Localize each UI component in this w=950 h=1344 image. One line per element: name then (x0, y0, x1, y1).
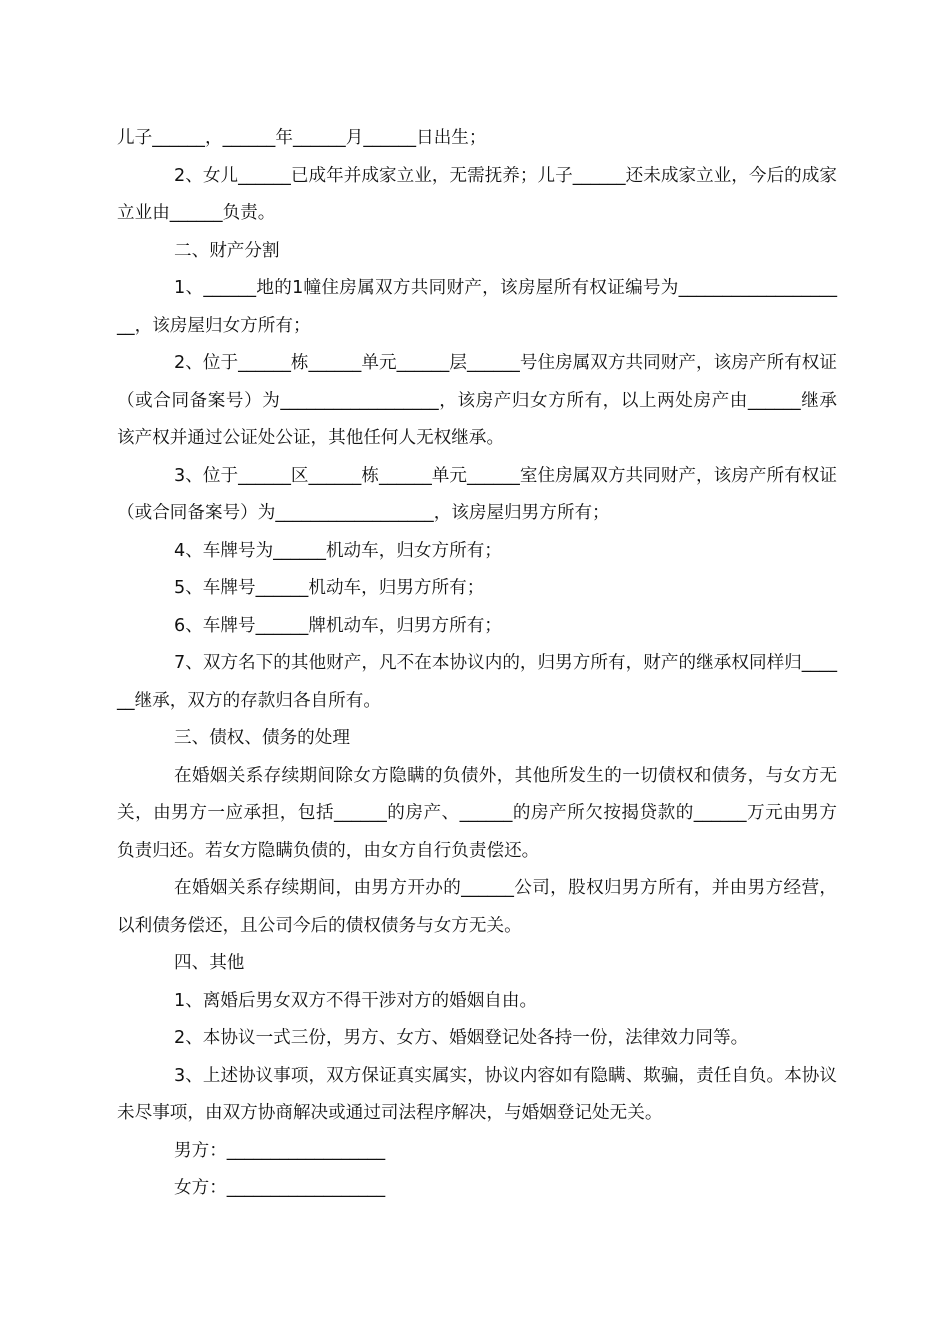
signature-line-wife: 女方：__________________ (174, 1178, 386, 1198)
paragraph-other-property-item-7: 7、双方名下的其他财产，凡不在本协议内的，归男方所有，财产的继承权同样归______继承，双方的存款归各自所有。 (117, 653, 837, 711)
section-heading-other: 四、其他 (174, 953, 245, 973)
agreement-body (117, 120, 837, 1208)
paragraph-company-ownership: 在婚姻关系存续期间，由男方开办的______公司，股权归男方所有，并由男方经营，以利债务偿还，且公司今后的债权债务与女方无关。 (117, 878, 837, 936)
section-heading-debts: 三、债权、债务的处理 (174, 728, 350, 748)
paragraph-other-item-1: 1、离婚后男女双方不得干涉对方的婚姻自由。 (174, 990, 538, 1011)
paragraph-vehicle-item-5: 5、车牌号______机动车，归男方所有； (174, 578, 485, 598)
paragraph-other-item-2: 2、本协议一式三份，男方、女方、婚姻登记处各持一份，法律效力同等。 (174, 1028, 749, 1048)
paragraph-other-item-3: 3、上述协议事项，双方保证真实属实，协议内容如有隐瞒、欺骗，责任自负。本协议未尽事项，由双方协商解决或通过司法程序解决，与婚姻登记处无关。 (117, 1065, 837, 1123)
paragraph-son-birthdate: 儿子______，______年______月______日出生； (117, 128, 487, 148)
signature-line-husband: 男方：__________________ (174, 1140, 386, 1161)
paragraph-property-item-2: 2、位于______栋______单元______层______号住房属双方共同财产，该房产所有权证（或合同备案号）为__________________，该房产归女方所有，以上两处房产由______继承该产权并通过公证处公证，其他任何人无权继承。 (117, 353, 837, 448)
paragraph-property-item-1: 1、______地的1幢住房属双方共同财产，该房屋所有权证编号为____________________，该房屋归女方所有； (117, 278, 837, 336)
paragraph-children-status: 2、女儿______已成年并成家立业，无需抚养；儿子______还未成家立业，今后的成家立业由______负责。 (117, 165, 837, 223)
paragraph-vehicle-item-4: 4、车牌号为______机动车，归女方所有； (174, 540, 502, 561)
paragraph-debt-responsibility: 在婚姻关系存续期间除女方隐瞒的负债外，其他所发生的一切债权和债务，与女方无关，由男方一应承担，包括______的房产、______的房产所欠按揭贷款的______万元由男方负责归还。若女方隐瞒负债的，由女方自行负责偿还。 (117, 765, 837, 861)
paragraph-vehicle-item-6: 6、车牌号______牌机动车，归男方所有； (174, 615, 502, 636)
section-heading-property-division: 二、财产分割 (174, 240, 280, 261)
paragraph-property-item-3: 3、位于______区______栋______单元______室住房属双方共同财产，该房产所有权证（或合同备案号）为__________________，该房屋归男方所有； (117, 465, 837, 523)
